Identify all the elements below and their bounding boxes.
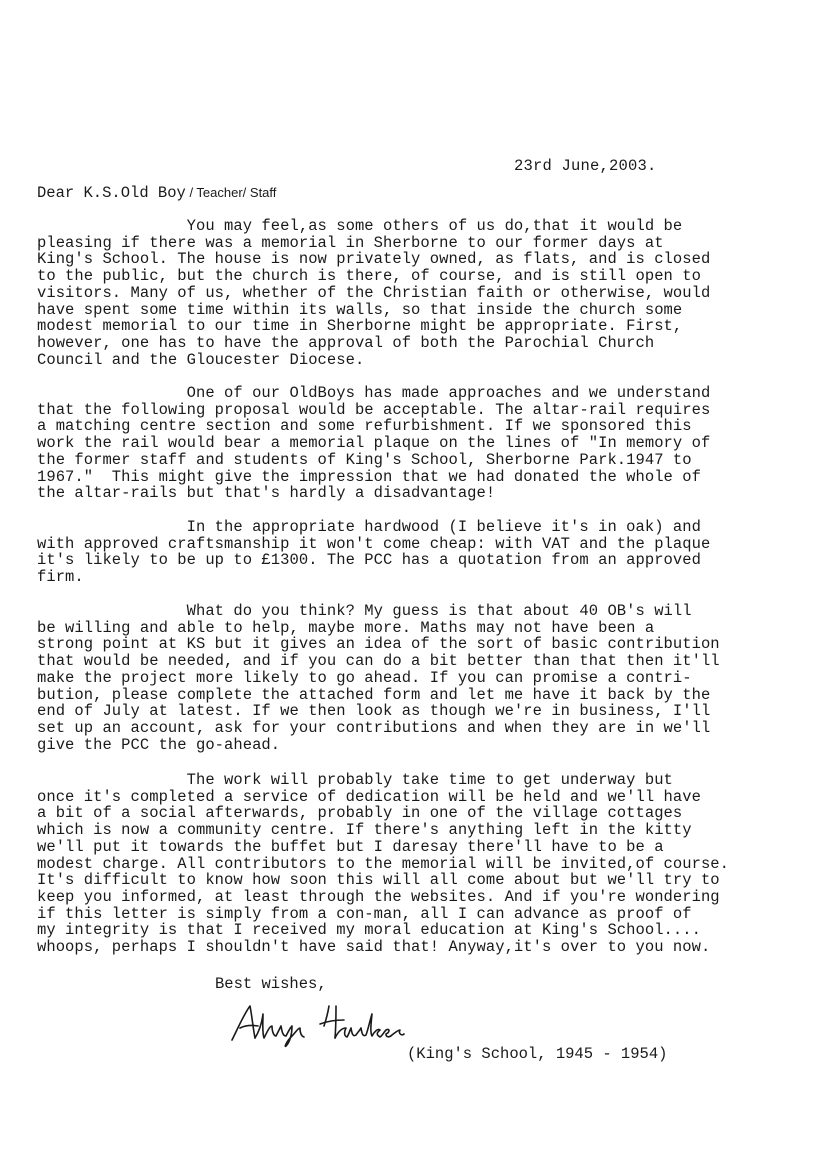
text-line: a bit of a social afterwards, probably in one of the village cottages xyxy=(37,804,683,823)
signature xyxy=(228,1000,418,1050)
text-line: make the project more likely to go ahead. If you can promise a contri- xyxy=(37,668,692,687)
paragraph-contributions xyxy=(37,603,797,753)
salutation-handwritten: / Teacher/ Staff xyxy=(185,185,277,200)
text-line: the former staff and students of King's School, Sherborne Park.1947 to xyxy=(37,450,692,469)
text-line: bution, please complete the attached form and let me have it back by the xyxy=(37,685,711,704)
text-line: pleasing if there was a memorial in Sherborne to our former days at xyxy=(37,233,664,252)
text-line: King's School. The house is now privately owned, as flats, and is closed xyxy=(37,250,711,269)
text-line: that would be needed, and if you can do a bit better than that then it'll xyxy=(37,652,720,671)
text-line: It's difficult to know how soon this will all come about but we'll try to xyxy=(37,871,720,890)
text-line: What do you think? My guess is that about 40 OB's will xyxy=(37,602,692,620)
text-line: end of July at latest. If we then look as though we're in business, I'll xyxy=(37,702,711,721)
text-line: however, one has to have the approval of both the Parochial Church xyxy=(37,333,655,352)
text-line: whoops, perhaps I shouldn't have said that! Anyway,it's over to you now. xyxy=(37,938,711,957)
text-line: You may feel,as some others of us do,that it would be xyxy=(37,217,683,235)
text-line: visitors. Many of us, whether of the Christian faith or otherwise, would xyxy=(37,283,711,302)
text-line: be willing and able to help, maybe more. Maths may not have been a xyxy=(37,618,655,637)
text-line: In the appropriate hardwood (I believe it's in oak) and xyxy=(37,518,701,536)
text-line: work the rail would bear a memorial plaque on the lines of "In memory of xyxy=(37,434,711,453)
text-line: my integrity is that I received my moral education at King's School.... xyxy=(37,921,701,940)
paragraph-cost xyxy=(37,519,797,586)
text-line: One of our OldBoys has made approaches and we understand xyxy=(37,384,711,402)
text-line: the altar-rails but that's hardly a disadvantage! xyxy=(37,484,496,503)
text-line: modest charge. All contributors to the memorial will be invited,of course. xyxy=(37,854,730,873)
text-line: strong point at KS but it gives an idea of the sort of basic contribution xyxy=(37,635,720,654)
text-line: it's likely to be up to £1300. The PCC has a quotation from an approved xyxy=(37,551,701,570)
text-line: have spent some time within its walls, so that inside the church some xyxy=(37,300,683,319)
salutation xyxy=(37,184,276,202)
salutation-typed: Dear K.S.Old Boy xyxy=(37,184,186,202)
paragraph-proposal xyxy=(37,385,797,502)
text-line: a matching centre section and some refurbishment. If we sponsored this xyxy=(37,417,692,436)
text-line: to the public, but the church is there, of course, and is still open to xyxy=(37,267,701,286)
handwritten-signature xyxy=(228,1000,418,1050)
text-line: give the PCC the go-ahead. xyxy=(37,735,281,754)
text-line: 1967." This might give the impression that we had donated the whole of xyxy=(37,467,701,486)
text-line: that the following proposal would be acceptable. The altar-rail requires xyxy=(37,400,711,419)
letter-date: 23rd June,2003. xyxy=(514,157,657,175)
text-line: modest memorial to our time in Sherborne might be appropriate. First, xyxy=(37,317,683,336)
closing: Best wishes, xyxy=(215,975,327,993)
attribution: (King's School, 1945 - 1954) xyxy=(407,1045,668,1063)
text-line: if this letter is simply from a con-man, all I can advance as proof of xyxy=(37,904,692,923)
text-line: which is now a community centre. If there's anything left in the kitty xyxy=(37,821,692,840)
text-line: set up an account, ask for your contributions and when they are in we'll xyxy=(37,718,711,737)
paragraph-memorial-idea xyxy=(37,218,797,368)
paragraph-dedication xyxy=(37,772,797,956)
text-line: Council and the Gloucester Diocese. xyxy=(37,350,365,369)
text-line: with approved craftsmanship it won't come cheap: with VAT and the plaque xyxy=(37,534,711,553)
text-line: once it's completed a service of dedication will be held and we'll have xyxy=(37,787,701,806)
text-line: The work will probably take time to get underway but xyxy=(37,771,673,789)
text-line: firm. xyxy=(37,568,84,587)
text-line: keep you informed, at least through the websites. And if you're wondering xyxy=(37,887,720,906)
text-line: we'll put it towards the buffet but I daresay there'll have to be a xyxy=(37,837,664,856)
